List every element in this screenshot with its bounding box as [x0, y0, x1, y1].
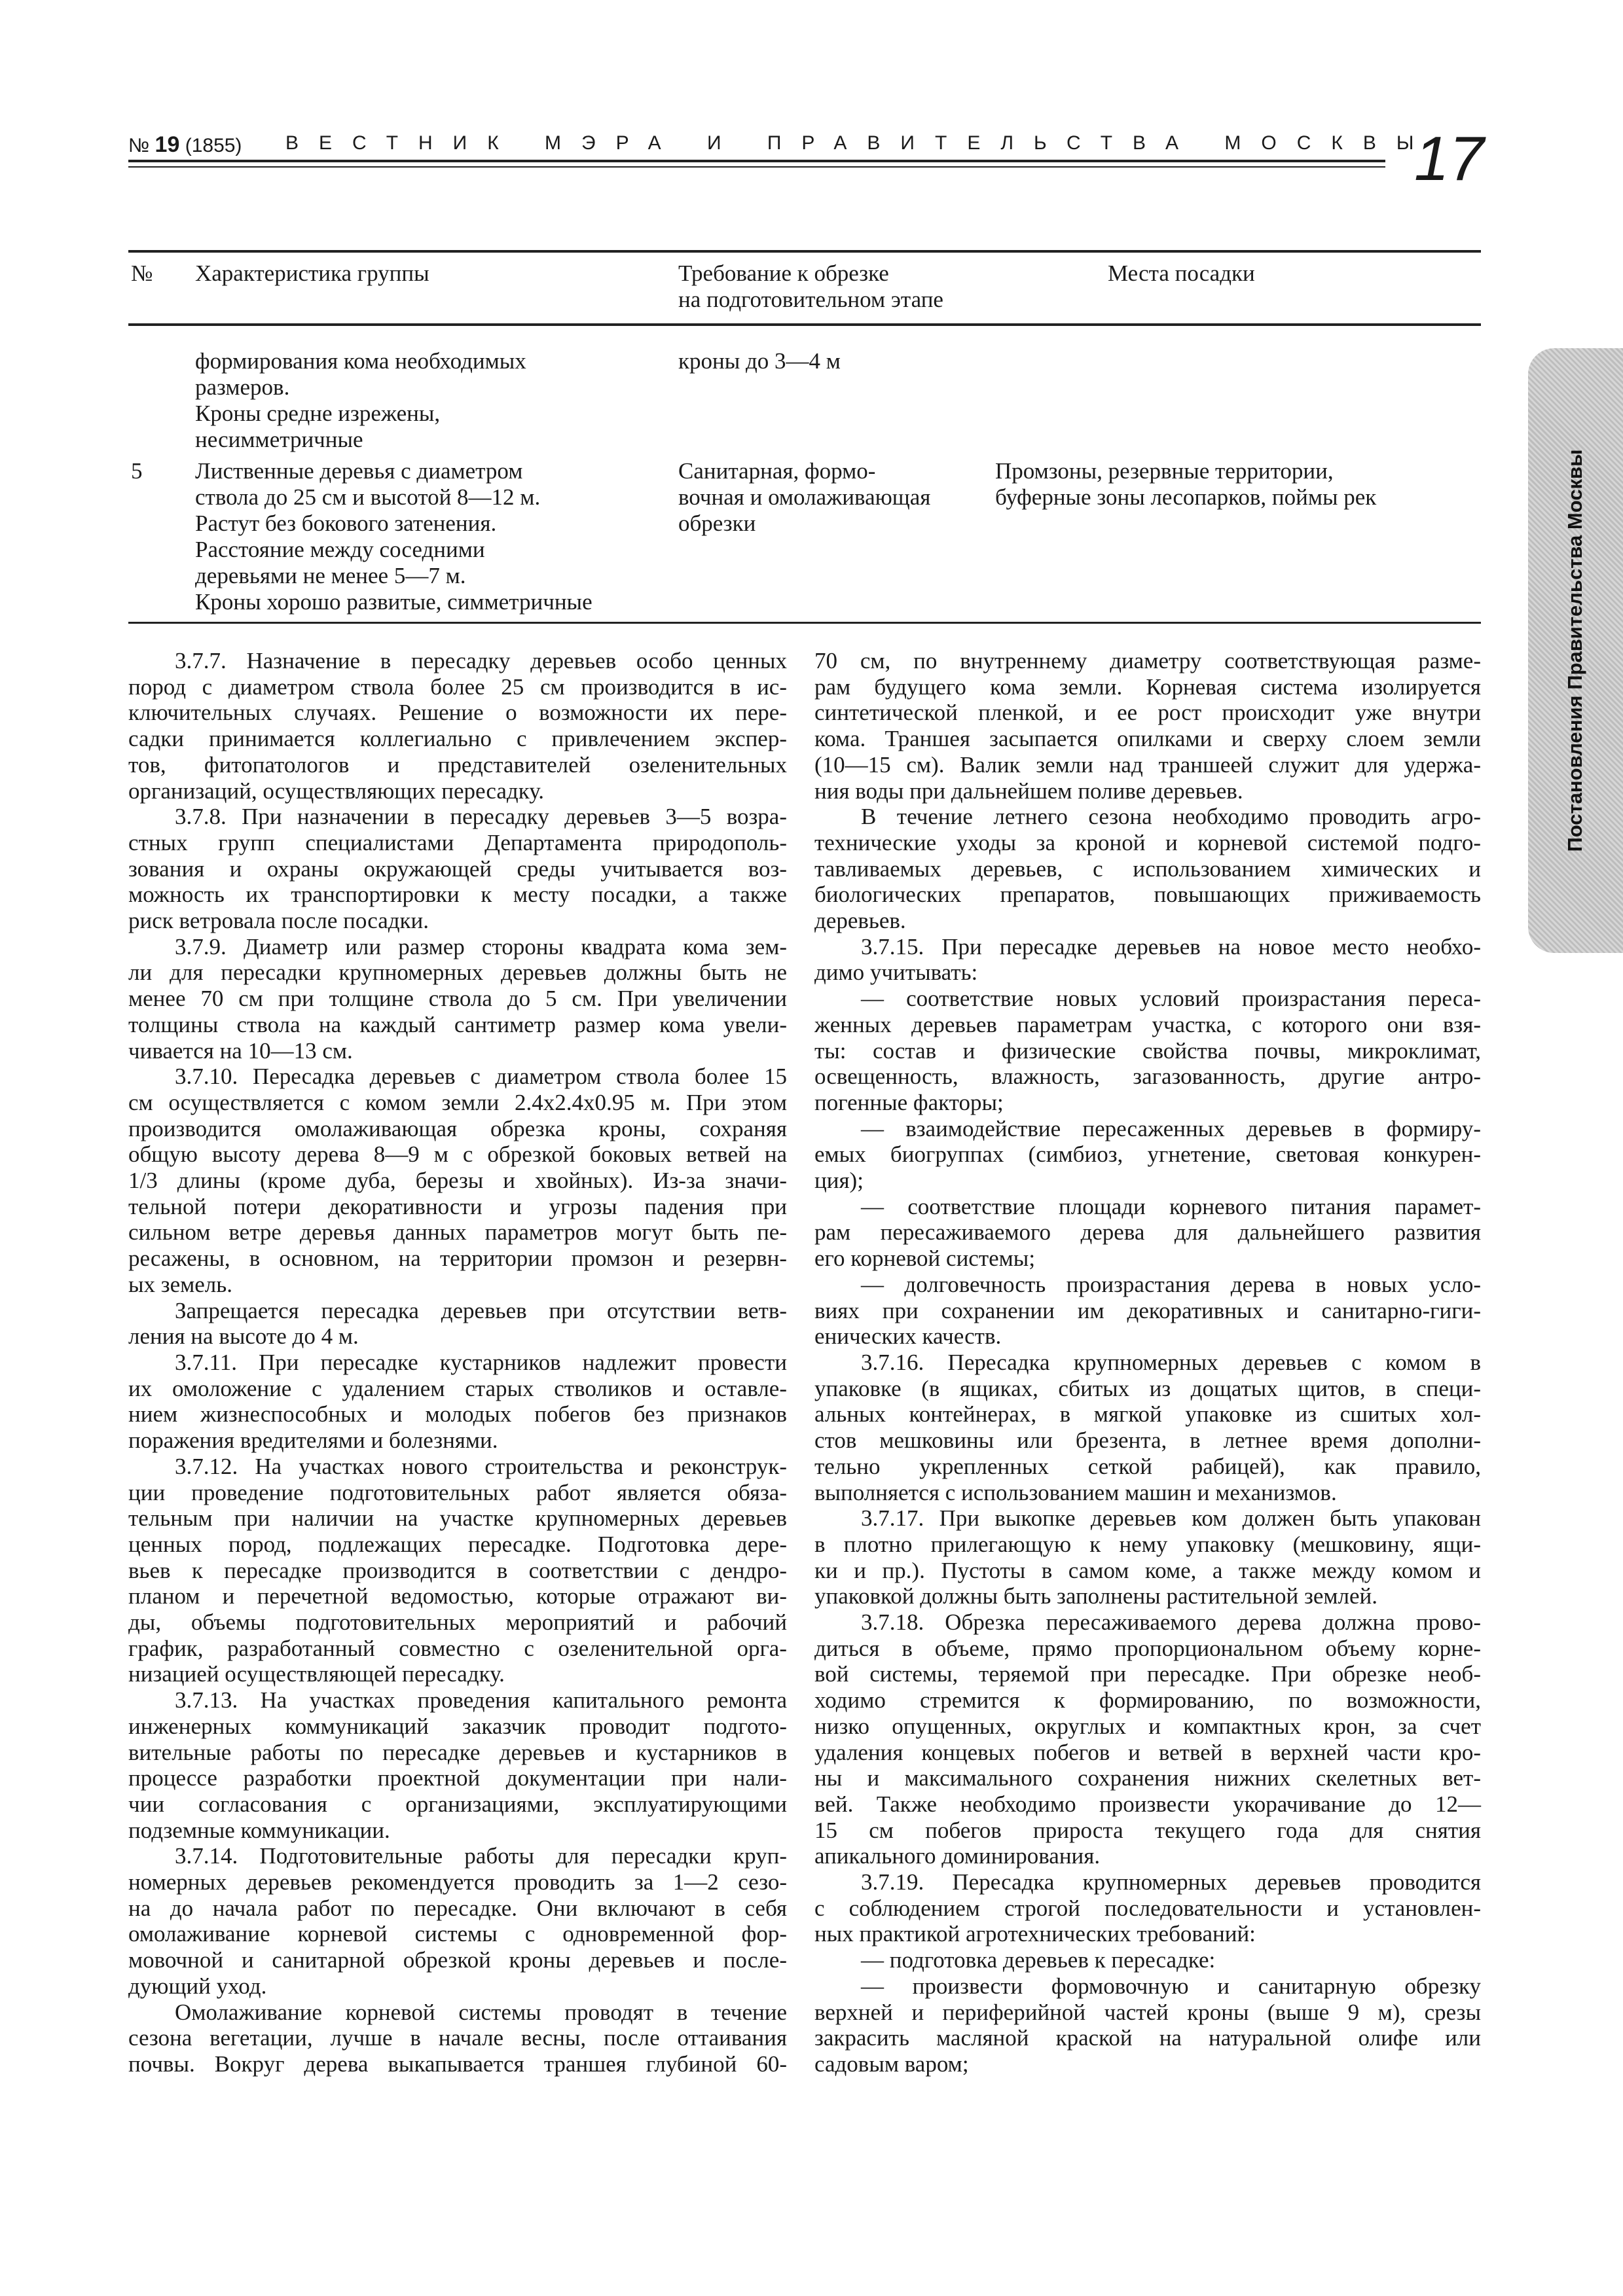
issue: 19 [155, 132, 180, 157]
text-line: виях при сохранении им декоративных и санитарно-гиги- [814, 1297, 1481, 1323]
text-line: диться в объеме, прямо пропорциональном объему корне- [814, 1635, 1481, 1661]
table-cell-line: Промзоны, резервные территории, [995, 458, 1334, 484]
text-line: инженерных коммуникаций заказчик проводит подгото- [128, 1713, 787, 1739]
num-sign: № [128, 135, 150, 156]
text-line: В течение летнего сезона необходимо проводить агро- [861, 804, 1481, 830]
text-line: риск ветровала после посадки. [128, 908, 429, 934]
table-header-places: Места посадки [1108, 260, 1255, 286]
issue-number [128, 132, 242, 158]
text-line: с соблюдением строгой последовательности и установлен- [814, 1895, 1481, 1921]
text-line: освещенность, влажность, загазованность, другие антро- [814, 1064, 1481, 1090]
issue-total: (1855) [185, 135, 242, 156]
text-line: подземные коммуникации. [128, 1817, 390, 1843]
table-cell-line: деревьями не менее 5—7 м. [195, 563, 466, 588]
text-line: ция); [814, 1168, 864, 1194]
text-line: пород с диаметром ствола более 25 см производится в ис- [128, 673, 787, 700]
text-line: 3.7.17. При выкопке деревьев ком должен быть упакован [861, 1505, 1481, 1532]
table-cell-line: Лиственные деревья с диаметром [195, 458, 523, 484]
text-line: ления на высоте до 4 м. [128, 1323, 359, 1350]
text-line: 3.7.9. Диаметр или размер стороны квадрата кома зем- [175, 933, 787, 960]
table-cell-line: вочная и омолаживающая [678, 484, 931, 510]
text-line: низацией осуществляющей пересадку. [128, 1661, 505, 1687]
text-line: закрасить масляной краской на натуральной олифе или [814, 2025, 1481, 2051]
text-line: ции проведение подготовительных работ является обяза- [128, 1479, 787, 1505]
text-line: рам пересаживаемого дерева для дальнейшего развития [814, 1219, 1481, 1246]
text-line: (10—15 см). Валик земли над траншеей служит для удержа- [814, 751, 1481, 778]
text-line: производится омолаживающая обрезка кроны, сохраняя [128, 1115, 787, 1141]
text-line: ки и пр.). Пустоты в самом коме, а также между комом и [814, 1557, 1481, 1583]
text-line: сезона вегетации, лучше в начале весны, после оттаивания [128, 2025, 787, 2051]
text-line: сильном ветре деревья данных параметров могут быть пе- [128, 1219, 787, 1246]
table-cell-line: Кроны средне изрежены, [195, 401, 441, 426]
text-line: стов мешковины или брезента, в летнее время дополни- [814, 1427, 1481, 1454]
text-line: вой системы, теряемой при пересадке. При обрезке необ- [814, 1661, 1481, 1687]
text-line: — взаимодействие пересаженных деревьев в формиру- [861, 1115, 1481, 1141]
table-cell-line: несимметричные [195, 427, 363, 452]
text-line: 3.7.19. Пересадка крупномерных деревьев проводится [861, 1869, 1481, 1895]
text-line: ны и максимального сохранения нижних скелетных вет- [814, 1765, 1481, 1791]
text-line: ды, объемы подготовительных мероприятий и рабочий [128, 1609, 787, 1636]
journal-title: ВЕСТНИК МЭРА И ПРАВИТЕЛЬСТВА МОСКВЫ [285, 132, 1434, 154]
table-cell-characteristics [195, 348, 526, 453]
text-line: ценных пород, подлежащих пересадке. Подготовка дере- [128, 1531, 787, 1557]
text-line: в плотно прилегающую к нему упаковку (мешковину, ящи- [814, 1531, 1481, 1557]
text-line: 3.7.7. Назначение в пересадку деревьев особо ценных [175, 648, 787, 673]
section-side-tab-label: Постановления Правительства Москвы [1563, 449, 1586, 852]
text-line: синтетической пленкой, и ее рост происходит уже внутри [814, 700, 1481, 726]
table-cell-line: Санитарная, формо- [678, 458, 876, 484]
table-cell-line: размеров. [195, 374, 290, 400]
text-line: тельно укрепленных сеткой рабицей), как правило, [814, 1453, 1481, 1479]
text-line: 70 см, по внутреннему диаметру соответствующая разме- [814, 648, 1481, 673]
text-line: женных деревьев параметрам участка, с которого они взя- [814, 1011, 1481, 1037]
text-line: омолаживание корневой системы с одновременной фор- [128, 1921, 787, 1947]
text-line: 3.7.13. На участках проведения капитального ремонта [175, 1687, 787, 1713]
text-line: упаковке (в ящиках, сбитых из дощатых щитов, в специ- [814, 1375, 1481, 1401]
text-line: зования и охраны окружающей среды учитывается воз- [128, 855, 787, 882]
text-line: 3.7.18. Обрезка пересаживаемого дерева должна прово- [861, 1609, 1481, 1636]
table-header-group: Характеристика группы [195, 260, 429, 286]
table-cell-line: кроны до 3—4 м [678, 348, 841, 374]
text-line: тельным при наличии на участке крупномерных деревьев [128, 1505, 787, 1532]
text-line: садовым варом; [814, 2051, 969, 2077]
text-line: Запрещается пересадка деревьев при отсутствии ветв- [175, 1297, 787, 1323]
table-bottom-rule [128, 622, 1481, 624]
text-line: удаления концевых побегов и ветвей в верхней части кро- [814, 1739, 1481, 1765]
text-line: — подготовка деревьев к пересадке: [861, 1947, 1216, 1973]
text-line: вьев к пересадке производится в соответствии с дендро- [128, 1557, 787, 1583]
text-line: их омоложение с удалением старых стволиков и оставле- [128, 1375, 787, 1401]
text-line: почвы. Вокруг дерева выкапывается траншея глубиной 60- [128, 2051, 787, 2077]
text-line: на до начала работ по пересадке. Они включают в себя [128, 1895, 787, 1921]
section-side-tab [1528, 348, 1623, 953]
text-line: чии согласования с организациями, эксплуатирующими [128, 1791, 787, 1817]
table-cell-line: Расстояние между соседними [195, 537, 485, 562]
text-line: верхней и периферийной частей кроны (выше 9 м), срезы [814, 1999, 1481, 2025]
table-cell-line: Растут без бокового затенения. [195, 511, 497, 536]
text-line: дующий уход. [128, 1973, 267, 1999]
table-cell-places [995, 458, 1376, 511]
text-line: ых земель. [128, 1271, 232, 1297]
text-line: 3.7.10. Пересадка деревьев с диаметром ствола более 15 [175, 1064, 787, 1090]
text-line: 3.7.11. При пересадке кустарников надлежит провести [175, 1349, 787, 1375]
text-line: енических качеств. [814, 1323, 1002, 1350]
table-top-rule [128, 250, 1481, 253]
text-line: биологических препаратов, повышающих приживаемость [814, 882, 1481, 908]
table-cell-line: Кроны хорошо развитые, симметричные [195, 589, 593, 615]
text-line: нием жизнеспособных и молодых побегов без признаков [128, 1401, 787, 1427]
text-line: можность их транспортировки к месту посадки, а также [128, 882, 787, 908]
text-line: чивается на 10—13 см. [128, 1037, 353, 1064]
text-line: толщины ствола на каждый сантиметр размер кома увели- [128, 1011, 787, 1037]
text-line: поражения вредителями и болезнями. [128, 1427, 498, 1454]
text-line: деревьев. [814, 908, 906, 934]
text-line: 15 см побегов прироста текущего года для снятия [814, 1817, 1481, 1843]
table-cell-pruning [678, 348, 841, 374]
table-cell-line: обрезки [678, 511, 756, 536]
text-line: менее 70 см при толщине ствола до 5 см. При увеличении [128, 986, 787, 1012]
text-line: номерных деревьев рекомендуется проводить за 1—2 сезо- [128, 1869, 787, 1895]
text-line: выполняется с использованием машин и механизмов. [814, 1479, 1337, 1505]
text-line: график, разработанный совместно с озеленительной орга- [128, 1635, 787, 1661]
text-line: ключительных случаях. Решение о возможности их пере- [128, 700, 787, 726]
text-line: ты: состав и физические свойства почвы, микроклимат, [814, 1037, 1481, 1064]
text-line: — соответствие новых условий произрастания переса- [861, 986, 1481, 1012]
text-line: ли для пересадки крупномерных деревьев должны быть не [128, 960, 787, 986]
text-line: ния воды при дальнейшем поливе деревьев. [814, 778, 1243, 804]
text-column-right [814, 648, 1481, 2077]
text-line: погенные факторы; [814, 1089, 1004, 1115]
table-header-pruning-line: Требование к обрезке [678, 260, 889, 286]
table-cell-line: формирования кома необходимых [195, 348, 526, 374]
text-line: емых биогруппах (симбиоз, угнетение, световая конкурен- [814, 1141, 1481, 1168]
text-line: Омолаживание корневой системы проводят в течение [175, 1999, 787, 2025]
table-header-pruning-line: на подготовительном этапе [678, 287, 943, 312]
table-header-rule [128, 323, 1481, 326]
text-column-left [128, 648, 787, 2077]
header-rule [128, 160, 1385, 162]
text-line: вей. Также необходимо произвести укорачивание до 12— [814, 1791, 1481, 1817]
text-line: димо учитывать: [814, 960, 978, 986]
text-line: вительные работы по пересадке деревьев и кустарников в [128, 1739, 787, 1765]
text-line: 3.7.14. Подготовительные работы для пересадки круп- [175, 1843, 787, 1869]
text-line: кома. Траншея засыпается опилками и сверху слоем земли [814, 726, 1481, 752]
text-line: его корневой системы; [814, 1246, 1036, 1272]
text-line: — соответствие площади корневого питания парамет- [861, 1193, 1481, 1219]
header-rule-thin [128, 166, 1385, 168]
table-cell-pruning [678, 458, 930, 537]
text-line: общую высоту дерева 8—9 м с обрезкой боковых ветвей на [128, 1141, 787, 1168]
page-number: 17 [1414, 124, 1484, 194]
text-line: — долговечность произрастания дерева в новых усло- [861, 1271, 1481, 1297]
text-line: апикального доминирования. [814, 1843, 1101, 1869]
table-cell-characteristics [195, 458, 593, 615]
text-line: технические уходы за кроной и корневой системой подго- [814, 829, 1481, 855]
text-line: стных групп специалистами Департамента природополь- [128, 829, 787, 855]
table-cell-line: буферные зоны лесопарков, поймы рек [995, 484, 1377, 510]
text-line: рам будущего кома земли. Корневая система изолируется [814, 673, 1481, 700]
text-line: ходимо стремится к формированию, по возможности, [814, 1687, 1481, 1713]
table-cell-line: ствола до 25 см и высотой 8—12 м. [195, 484, 541, 510]
text-line: низко опущенных, округлых и компактных крон, за счет [814, 1713, 1481, 1739]
text-line: организаций, осуществляющих пересадку. [128, 778, 544, 804]
table-cell-num: 5 [131, 458, 143, 484]
text-line: ных практикой агротехнических требований: [814, 1921, 1256, 1947]
text-line: упаковкой должны быть заполнены растительной землей. [814, 1583, 1377, 1609]
text-line: тавливаемых деревьев, с использованием химических и [814, 855, 1481, 882]
table-header-num: № [131, 260, 153, 286]
text-line: процессе разработки проектной документации при нали- [128, 1765, 787, 1791]
text-line: садки принимается коллегиально с привлечением экспер- [128, 726, 787, 752]
text-line: тельной потери декоративности и угрозы падения при [128, 1193, 787, 1219]
text-line: 3.7.15. При пересадке деревьев на новое место необхо- [861, 933, 1481, 960]
text-line: 3.7.8. При назначении в пересадку деревьев 3—5 возра- [175, 804, 787, 830]
text-line: тов, фитопатологов и представителей озеленительных [128, 751, 787, 778]
text-line: 3.7.16. Пересадка крупномерных деревьев с комом в [861, 1349, 1481, 1375]
text-line: планом и перечетной ведомостью, которые отражают ви- [128, 1583, 787, 1609]
text-line: ресажены, в основном, на территории промзон и резервн- [128, 1246, 787, 1272]
text-line: альных контейнерах, в мягкой упаковке из сшитых хол- [814, 1401, 1481, 1427]
table-header-pruning [678, 260, 943, 313]
text-line: — произвести формовочную и санитарную обрезку [861, 1973, 1481, 1999]
text-line: см осуществляется с комом земли 2.4х2.4х0.95 м. При этом [128, 1089, 787, 1115]
text-line: 3.7.12. На участках нового строительства и реконструк- [175, 1453, 787, 1479]
text-line: мовочной и санитарной обрезкой кроны деревьев и после- [128, 1947, 787, 1973]
text-line: 1/3 длины (кроме дуба, березы и хвойных). Из-за значи- [128, 1168, 787, 1194]
